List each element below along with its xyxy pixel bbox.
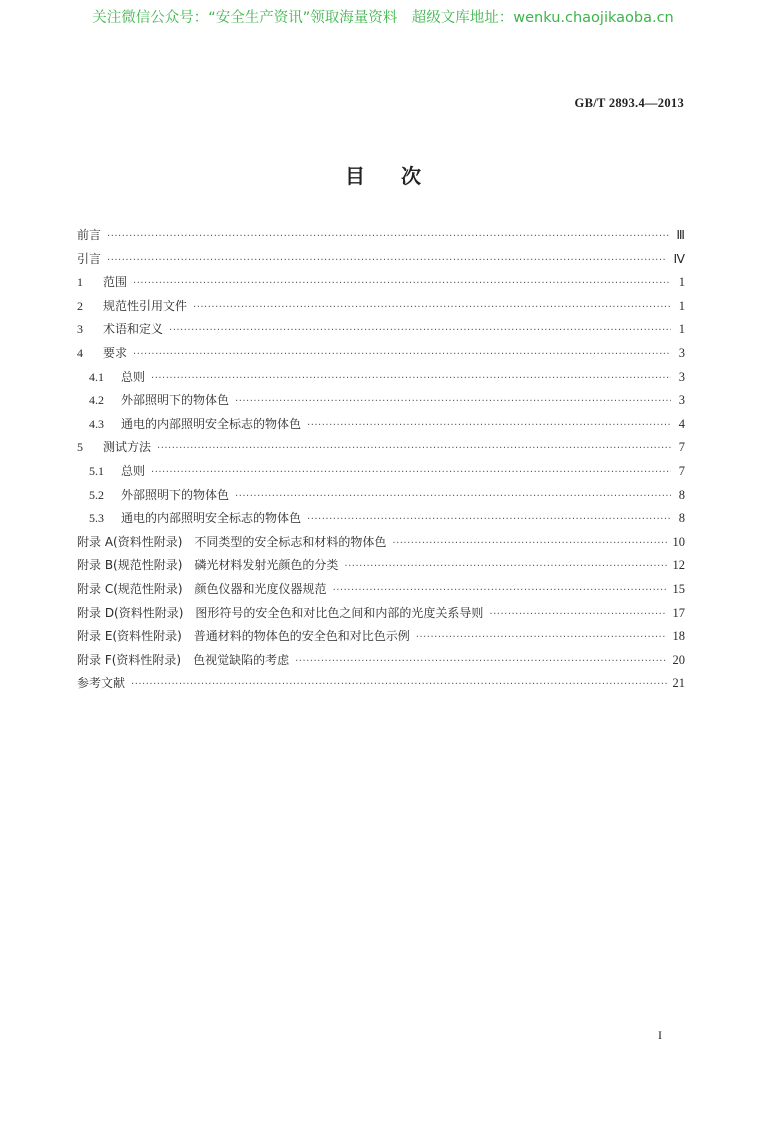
- toc-entry-page: 3: [678, 393, 685, 408]
- toc-leader-dots: [235, 491, 671, 502]
- toc-entry-label: 范围: [103, 275, 128, 290]
- toc-entry-page: Ⅳ: [673, 251, 685, 266]
- toc-leader-dots: [392, 538, 666, 549]
- toc-entry-page: 8: [678, 511, 685, 526]
- watermark-banner: 关注微信公众号：“安全生产资讯”领取海量资料 超级文库地址：wenku.chaojikaoba.cn: [92, 10, 674, 26]
- toc-entry-label: 附录 C(规范性附录) 颜色仪器和光度仪器规范: [77, 581, 327, 596]
- toc-entry[interactable]: [77, 250, 685, 274]
- toc-entry[interactable]: [77, 509, 685, 533]
- toc-leader-dots: [307, 514, 671, 525]
- toc-entry-page: 4: [678, 416, 685, 431]
- toc-entry-page: 12: [672, 558, 685, 573]
- toc-entry-label: 引言: [77, 251, 102, 266]
- toc-entry-label: 附录 A(资料性附录) 不同类型的安全标志和材料的物体色: [77, 534, 387, 549]
- toc-entry-page: 3: [678, 369, 685, 384]
- toc-leader-dots: [235, 396, 671, 407]
- toc-entry[interactable]: [77, 462, 685, 486]
- toc-entry-page: 3: [678, 345, 685, 360]
- toc-entry-page: 15: [672, 581, 685, 596]
- toc-entry-label: 外部照明下的物体色: [121, 393, 230, 408]
- toc-entry[interactable]: [77, 320, 685, 344]
- toc-leader-dots: [133, 278, 671, 289]
- toc-entry[interactable]: [77, 344, 685, 368]
- toc-entry-page: 18: [672, 629, 685, 644]
- toc-leader-dots: [416, 632, 667, 643]
- toc-leader-dots: [333, 585, 667, 596]
- toc-entry[interactable]: [77, 486, 685, 510]
- toc-entry-page: Ⅲ: [676, 228, 685, 242]
- toc-entry-label: 参考文献: [77, 676, 126, 691]
- toc-entry-page: 1: [678, 298, 685, 313]
- toc-entry-page: 10: [672, 534, 685, 549]
- toc-leader-dots: [107, 231, 670, 242]
- toc-entry-page: 8: [678, 487, 685, 502]
- toc-entry[interactable]: [77, 651, 685, 675]
- page-number: I: [658, 1028, 662, 1042]
- toc-leader-dots: [295, 656, 666, 667]
- toc-leader-dots: [344, 561, 666, 572]
- toc-entry-label: 规范性引用文件: [103, 298, 188, 313]
- toc-leader-dots: [107, 255, 667, 266]
- toc-title: 目次: [345, 164, 457, 188]
- toc-entry[interactable]: [77, 674, 685, 698]
- toc-leader-dots: [489, 609, 666, 620]
- toc-leader-dots: [151, 373, 671, 384]
- toc-entry-label: 总则: [121, 463, 146, 478]
- toc-entry-label: 术语和定义: [103, 322, 164, 337]
- toc-entry-number: 4: [77, 345, 83, 360]
- toc-entry-label: 通电的内部照明安全标志的物体色: [121, 416, 302, 431]
- toc-entry-label: 要求: [103, 345, 128, 360]
- toc-entry[interactable]: [77, 391, 685, 415]
- standard-code: GB/T 2893.4—2013: [574, 96, 684, 110]
- toc-entry-page: 17: [672, 605, 685, 620]
- toc-entry-label: 附录 E(资料性附录) 普通材料的物体色的安全色和对比色示例: [77, 629, 410, 644]
- toc-entry-label: 外部照明下的物体色: [121, 487, 230, 502]
- toc-entry-number: 4.3: [89, 416, 104, 431]
- toc-entry-number: 5.3: [89, 511, 104, 526]
- toc-entry-number: 5: [77, 440, 83, 455]
- toc-entry[interactable]: [77, 297, 685, 321]
- toc-entry-number: 3: [77, 322, 83, 337]
- toc-entry-label: 通电的内部照明安全标志的物体色: [121, 511, 302, 526]
- toc-leader-dots: [131, 679, 666, 690]
- toc-entry-label: 附录 F(资料性附录) 色视觉缺陷的考虑: [77, 652, 290, 667]
- toc-entry[interactable]: [77, 273, 685, 297]
- toc-entry[interactable]: [77, 415, 685, 439]
- toc-entry[interactable]: [77, 604, 685, 628]
- table-of-contents: [77, 226, 685, 698]
- toc-leader-dots: [133, 349, 671, 360]
- toc-entry[interactable]: [77, 368, 685, 392]
- toc-entry[interactable]: [77, 580, 685, 604]
- toc-entry-number: 2: [77, 298, 83, 313]
- toc-entry-label: 测试方法: [103, 440, 152, 455]
- toc-entry-page: 7: [678, 463, 685, 478]
- toc-entry-label: 总则: [121, 369, 146, 384]
- toc-entry-page: 20: [672, 652, 685, 667]
- toc-entry-page: 7: [678, 440, 685, 455]
- toc-entry[interactable]: [77, 438, 685, 462]
- toc-entry[interactable]: [77, 533, 685, 557]
- toc-entry-label: 附录 D(资料性附录) 图形符号的安全色和对比色之间和内部的光度关系导则: [77, 605, 484, 620]
- toc-entry-page: 21: [672, 676, 685, 691]
- toc-entry[interactable]: [77, 556, 685, 580]
- toc-entry-number: 4.2: [89, 393, 104, 408]
- toc-entry[interactable]: [77, 627, 685, 651]
- toc-entry-label: 附录 B(规范性附录) 磷光材料发射光颜色的分类: [77, 558, 339, 573]
- toc-entry-number: 4.1: [89, 369, 104, 384]
- toc-leader-dots: [169, 325, 671, 336]
- toc-leader-dots: [307, 420, 671, 431]
- toc-entry-number: 5.1: [89, 463, 104, 478]
- toc-entry-number: 1: [77, 275, 83, 290]
- toc-leader-dots: [193, 302, 671, 313]
- toc-entry-label: 前言: [77, 228, 102, 242]
- toc-entry-page: 1: [678, 275, 685, 290]
- toc-leader-dots: [157, 443, 671, 454]
- toc-leader-dots: [151, 467, 671, 478]
- toc-entry[interactable]: [77, 226, 685, 250]
- toc-entry-page: 1: [678, 322, 685, 337]
- toc-entry-number: 5.2: [89, 487, 104, 502]
